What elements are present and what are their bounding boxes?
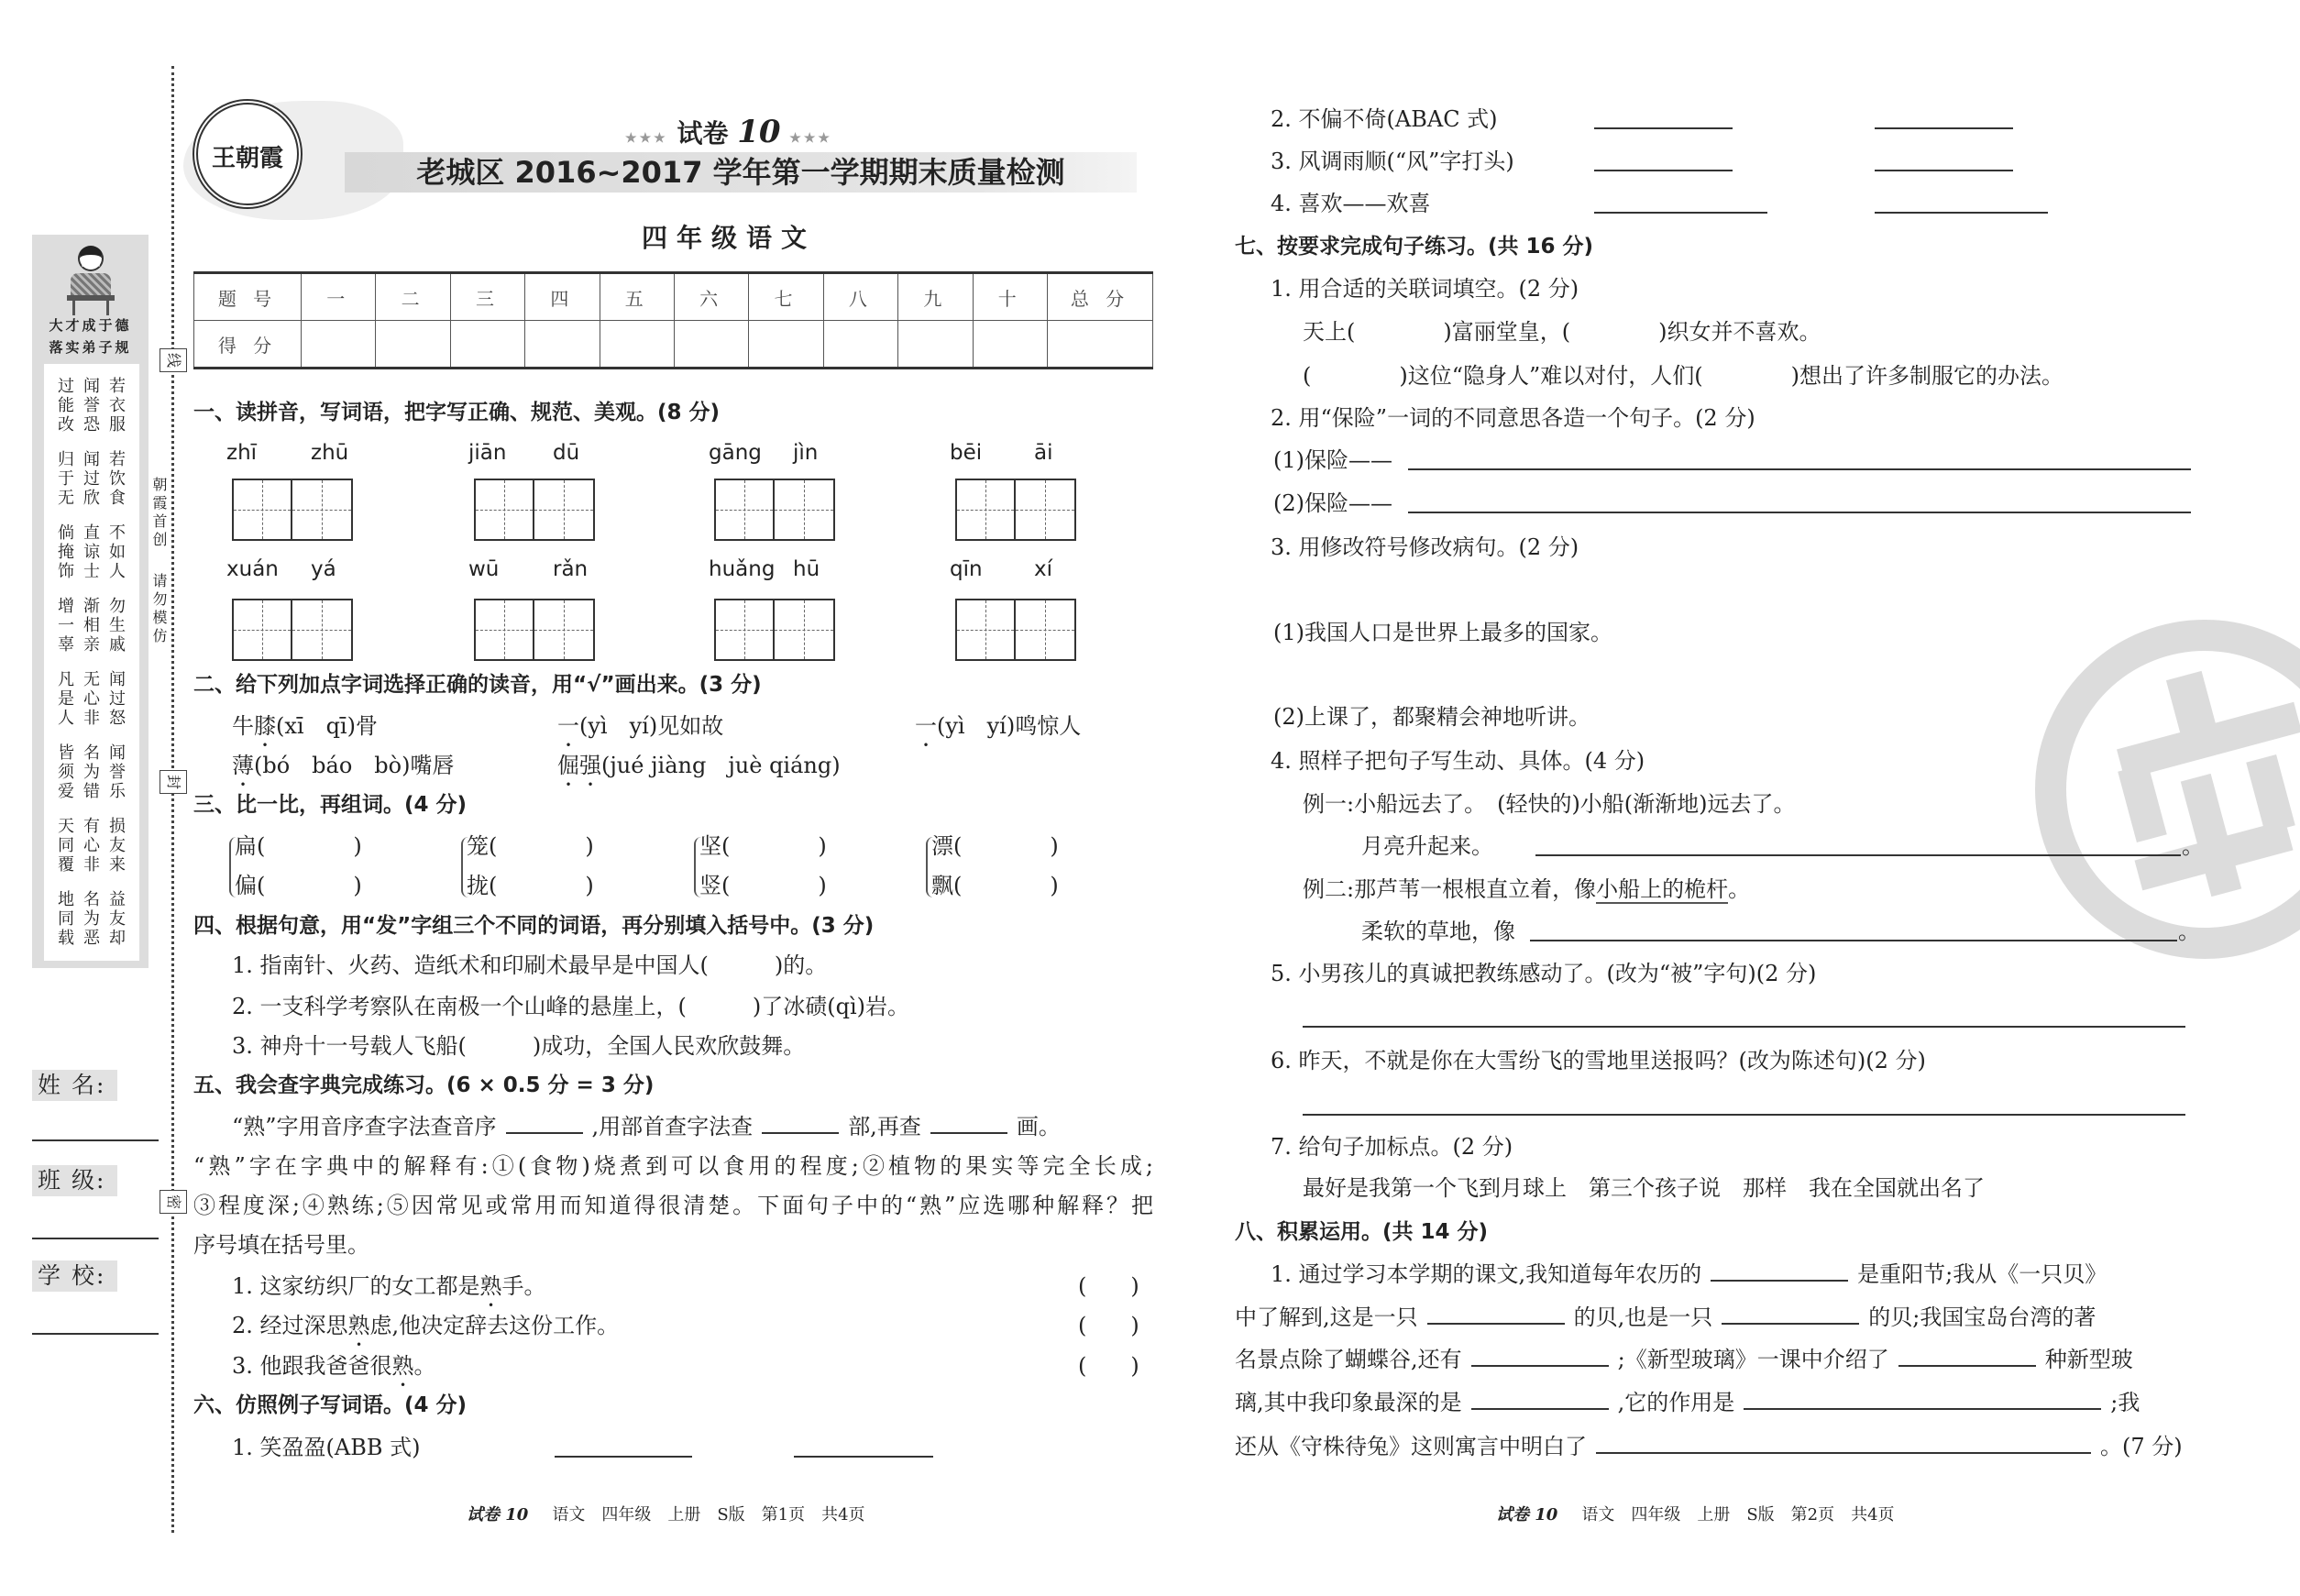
- answer-line[interactable]: [1875, 127, 2013, 129]
- text: 璃,其中我印象最深的是: [1235, 1390, 1462, 1415]
- binding-line: [171, 66, 174, 1533]
- poem-row: 归闻若: [58, 450, 135, 469]
- tianzige-cell[interactable]: [292, 480, 351, 539]
- poem-row: 改恐服: [58, 415, 135, 435]
- score-input-cell[interactable]: [600, 321, 674, 369]
- poem-row: 能誉衣: [58, 396, 135, 415]
- tianzige-cell[interactable]: [775, 480, 833, 539]
- pinyin-options: (yì yí)鸣惊人: [937, 713, 1082, 739]
- pinyin-options: (jué jiàng juè qiáng): [601, 753, 841, 778]
- text: 中了解到,这是一只: [1235, 1304, 1418, 1330]
- text: 名景点除了蝴蝶谷,还有: [1235, 1347, 1462, 1372]
- stars-left-icon: ★★★: [625, 131, 668, 146]
- s8-line-3: [1235, 1346, 2133, 1373]
- answer-line[interactable]: [1408, 512, 2191, 513]
- school-input-line[interactable]: [32, 1333, 159, 1335]
- motto-line-1: 大才成于德: [49, 317, 132, 334]
- answer-blank[interactable]: [1744, 1390, 2101, 1410]
- page-title: 老城区 2016~2017 学年第一学期期末质量检测: [416, 155, 1065, 190]
- pinyin-options: (xī qī)骨: [276, 713, 378, 739]
- poem-row: 辜亲戚: [58, 635, 135, 655]
- score-header-cell: 八: [823, 273, 897, 321]
- pinyin-syllable: xuán: [226, 557, 279, 581]
- score-header-cell: 一: [302, 273, 376, 321]
- answer-line[interactable]: [1530, 940, 2177, 941]
- tianzige-cell[interactable]: [1016, 600, 1074, 659]
- q7-6-prompt: 6. 昨天，不就是你在大雪纷飞的雪地里送报吗？(改为陈述句)(2 分): [1271, 1048, 1926, 1073]
- score-input-cell[interactable]: [973, 321, 1047, 369]
- poem-row: 掩谅如: [58, 543, 135, 562]
- motto-line-2: 落实弟子规: [49, 339, 132, 356]
- tianzige-cell[interactable]: [534, 480, 593, 539]
- s8-line-4: [1235, 1389, 2140, 1416]
- score-header-cell: 三: [450, 273, 524, 321]
- pinyin-syllable: hū: [793, 557, 820, 581]
- q7-4-example-2: [1303, 875, 1750, 903]
- text: 画。: [1016, 1114, 1061, 1139]
- tianzige-box[interactable]: [955, 479, 1076, 541]
- copyright-notice-2: 请勿模仿: [150, 573, 168, 646]
- text: 。: [413, 1353, 436, 1379]
- text: 还从《守株待兔》这则寓言中明白了: [1235, 1434, 1587, 1459]
- tianzige-box[interactable]: [232, 479, 353, 541]
- score-input-cell[interactable]: [302, 321, 376, 369]
- pinyin-syllable: bēi: [950, 441, 983, 465]
- q7-3-sentence-2[interactable]: (2)上课了，都聚精会神地听讲。: [1273, 704, 1590, 730]
- dotted-char: 熟: [347, 1313, 370, 1338]
- period: 。: [2182, 833, 2204, 859]
- dictionary-line-3: ③程度深;④熟练;⑤因常见或常用而知道得很清楚。下面句子中的“熟”应选哪种解释？把: [193, 1193, 1153, 1218]
- score-table-header-row: [194, 273, 1153, 321]
- section-2-heading: 二、给下列加点字词选择正确的读音，用“√”画出来。(3 分): [193, 673, 762, 697]
- poem-row: 地名益: [58, 890, 135, 909]
- answer-line[interactable]: [555, 1456, 692, 1458]
- text: ,用部首查字法查: [591, 1114, 754, 1139]
- compare-word[interactable]: 飘( ): [931, 873, 1059, 898]
- section-3-heading: 三、比一比，再组词。(4 分): [193, 793, 468, 817]
- q7-7-sentence[interactable]: 最好是我第一个飞到月球上 第三个孩子说 那样 我在全国就出名了: [1303, 1175, 1985, 1201]
- answer-blank[interactable]: [762, 1114, 839, 1134]
- reading-item-2[interactable]: [557, 712, 723, 752]
- reading-item-5[interactable]: [557, 752, 841, 791]
- pinyin-syllable: gāng: [709, 441, 762, 465]
- compare-word[interactable]: 笼( ): [467, 833, 594, 859]
- pinyin-syllable: xí: [1034, 557, 1053, 581]
- dotted-char: 一: [915, 713, 937, 739]
- logo-text: 王朝霞: [211, 145, 283, 172]
- poem-row: 无欣食: [58, 489, 135, 508]
- score-row-label: 得 分: [194, 321, 302, 369]
- pinyin-syllable: dū: [553, 441, 580, 465]
- poem-row: 载恶却: [58, 929, 135, 948]
- text: 的贝,也是一只: [1573, 1304, 1713, 1330]
- dotted-char: 倔强: [557, 753, 601, 778]
- answer-blank[interactable]: [1711, 1261, 1848, 1282]
- tianzige-box[interactable]: [474, 599, 595, 661]
- series-number: 10: [737, 114, 781, 150]
- score-header-cell: 七: [749, 273, 823, 321]
- class-input-line[interactable]: [32, 1238, 159, 1239]
- score-header-total: 总 分: [1048, 273, 1153, 321]
- imitate-item-4: 4. 喜欢——欢喜: [1271, 191, 1431, 216]
- answer-blank[interactable]: [1898, 1347, 2036, 1367]
- answer-blank[interactable]: [1471, 1347, 1609, 1367]
- dotted-char: 一: [557, 713, 579, 739]
- s8-line-2: [1235, 1304, 2096, 1331]
- answer-line[interactable]: [1408, 468, 2191, 470]
- compare-word[interactable]: 拢( ): [467, 873, 594, 898]
- pinyin-syllable: zhī: [226, 441, 258, 465]
- section-5-heading: 五、我会查字典完成练习。(6 × 0.5 分 = 3 分): [193, 1073, 655, 1097]
- poem-row: 凡无闻: [58, 670, 135, 689]
- pinyin-syllable: yá: [311, 557, 336, 581]
- stars-right-icon: ★★★: [789, 131, 832, 146]
- pinyin-syllable: huǎng: [709, 557, 776, 581]
- answer-paren-3[interactable]: ( ): [1078, 1353, 1139, 1379]
- reading-item-3[interactable]: [915, 712, 1081, 752]
- dictionary-line-2: “熟”字在字典中的解释有:①(食物)烧煮到可以食用的程度;②植物的果实等完全长成;: [193, 1153, 1153, 1179]
- pinyin-syllable: āi: [1034, 441, 1053, 465]
- answer-blank[interactable]: [1471, 1390, 1609, 1410]
- shu-item-1: [232, 1272, 546, 1312]
- section-6-heading: 六、仿照例子写词语。(4 分): [193, 1393, 468, 1417]
- answer-line[interactable]: [794, 1456, 933, 1458]
- text: 部,再查: [848, 1114, 921, 1139]
- dotted-char: 熟: [479, 1273, 502, 1299]
- tianzige-cell[interactable]: [716, 600, 775, 659]
- answer-line[interactable]: [1594, 127, 1733, 129]
- text: ,它的作用是: [1617, 1390, 1735, 1415]
- poem-row: 皆名闻: [58, 743, 135, 763]
- page-footer-right: [1496, 1504, 1895, 1526]
- q7-3-prompt: 3. 用修改符号修改病句。(2 分): [1271, 534, 1579, 560]
- tianzige-cell[interactable]: [1016, 480, 1074, 539]
- s8-line-1: [1271, 1260, 2107, 1288]
- answer-blank[interactable]: [506, 1114, 583, 1134]
- q7-2-prompt: 2. 用“保险”一词的不同意思各造一个句子。(2 分): [1271, 405, 1755, 431]
- q7-5-prompt: 5. 小男孩儿的真诚把教练感动了。(改为“被”字句)(2 分): [1271, 961, 1817, 986]
- s8-line-5: [1235, 1433, 2183, 1460]
- q7-2-label-2: (2)保险——: [1273, 490, 1392, 516]
- tianzige-cell[interactable]: [234, 480, 292, 539]
- text: 的贝;我国宝岛台湾的著: [1868, 1304, 2096, 1330]
- q7-1-sentence-a[interactable]: 天上( )富丽堂皇，( )织女并不喜欢。: [1303, 319, 1821, 345]
- copyright-notice-1: 朝霞首创: [150, 477, 168, 550]
- footer-info: 语文 四年级 上册 S版 第2页 共4页: [1581, 1505, 1895, 1524]
- score-header-cell: 九: [898, 273, 973, 321]
- answer-line[interactable]: [1594, 212, 1767, 214]
- period: 。: [2178, 919, 2200, 944]
- dizigui-verses: [44, 364, 139, 961]
- score-table: [193, 271, 1153, 369]
- publisher-logo: [193, 99, 303, 209]
- page-footer-left: [467, 1504, 865, 1526]
- poem-row: 增渐勿: [58, 597, 135, 616]
- page-subtitle: 四年级语文: [641, 223, 816, 253]
- text: 手。: [501, 1273, 546, 1299]
- pinyin-options: (bó báo bò)嘴唇: [254, 753, 455, 778]
- imitate-item-1: 1. 笑盈盈(ABB 式): [232, 1435, 421, 1460]
- tianzige-box[interactable]: [232, 599, 353, 661]
- footer-series: 试卷 10: [467, 1505, 529, 1524]
- tianzige-cell[interactable]: [957, 600, 1016, 659]
- compare-word[interactable]: 竖( ): [699, 873, 827, 898]
- tianzige-box[interactable]: [474, 479, 595, 541]
- score-input-cell[interactable]: [376, 321, 450, 369]
- score-header-cell: 五: [600, 273, 674, 321]
- text: 。: [1728, 876, 1751, 902]
- reading-item-4[interactable]: [232, 752, 454, 791]
- text: “熟”字用音序查字法查音序: [232, 1114, 497, 1139]
- tianzige-cell[interactable]: [775, 600, 833, 659]
- text: 是重阳节;我从《一只贝》: [1857, 1261, 2107, 1287]
- answer-line[interactable]: [1303, 1114, 2185, 1116]
- q7-7-prompt: 7. 给句子加标点。(2 分): [1271, 1134, 1513, 1160]
- student-cartoon-icon: [67, 246, 115, 315]
- score-input-cell[interactable]: [749, 321, 823, 369]
- poem-row: 倘直不: [58, 523, 135, 543]
- text: 1. 通过学习本学期的课文,我知道每年农历的: [1271, 1261, 1702, 1287]
- dotted-char: 熟: [391, 1353, 414, 1379]
- text: 例二:那芦苇一根根直立着，像: [1303, 876, 1597, 902]
- score-header-cell: 六: [674, 273, 748, 321]
- score-header-cell: 二: [376, 273, 450, 321]
- shu-item-3: [232, 1352, 436, 1392]
- poem-row: 爱错乐: [58, 782, 135, 801]
- poem-row: 于过饮: [58, 469, 135, 489]
- section-7-heading: 七、按要求完成句子练习。(共 16 分): [1235, 235, 1594, 259]
- sidebar-dizigui: [32, 235, 149, 968]
- fa-item-3[interactable]: 3. 神舟十一号载人飞船( )成功，全国人民欢欣鼓舞。: [232, 1033, 806, 1059]
- class-label: 班 级:: [32, 1165, 117, 1196]
- poem-row: 同为友: [58, 909, 135, 929]
- answer-paren-1[interactable]: ( ): [1078, 1273, 1139, 1299]
- score-header-cell: 四: [525, 273, 600, 321]
- tianzige-box[interactable]: [955, 599, 1076, 661]
- compare-word[interactable]: 扁( ): [235, 833, 362, 859]
- poem-row: 覆非来: [58, 855, 135, 875]
- answer-line[interactable]: [1594, 170, 1733, 171]
- answer-line[interactable]: [1875, 212, 2048, 214]
- pinyin-syllable: jìn: [793, 441, 819, 465]
- score-header-cell: 十: [973, 273, 1047, 321]
- text: ;《新型玻璃》一课中介绍了: [1617, 1347, 1889, 1372]
- pinyin-syllable: wū: [468, 557, 500, 581]
- tianzige-cell[interactable]: [957, 480, 1016, 539]
- underlined-phrase: 小船上的桅杆: [1596, 876, 1729, 902]
- poem-row: 一相生: [58, 616, 135, 635]
- tianzige-cell[interactable]: [292, 600, 351, 659]
- fa-item-1[interactable]: 1. 指南针、火药、造纸术和印刷术最早是中国人( )的。: [232, 952, 828, 978]
- poem-row: 饰士人: [58, 562, 135, 581]
- text: 牛: [232, 713, 254, 739]
- dictionary-line-4: 序号填在括号里。: [193, 1232, 369, 1258]
- binding-mark-xian: 线: [160, 348, 187, 372]
- binding-mark-feng: 封: [160, 770, 187, 794]
- section-4-heading: 四、根据句意，用“发”字组三个不同的词语，再分别填入括号中。(3 分): [193, 914, 875, 938]
- dictionary-line-1: [232, 1113, 1061, 1140]
- text: 种新型玻: [2044, 1347, 2133, 1372]
- tianzige-box[interactable]: [714, 599, 835, 661]
- name-label: 姓 名:: [32, 1070, 117, 1101]
- compare-word[interactable]: 偏( ): [235, 873, 362, 898]
- answer-paren-2[interactable]: ( ): [1078, 1313, 1139, 1338]
- q7-3-sentence-1[interactable]: (1)我国人口是世界上最多的国家。: [1273, 620, 1612, 645]
- answer-line[interactable]: [1535, 854, 2181, 856]
- pinyin-syllable: qīn: [950, 557, 983, 581]
- fa-item-2[interactable]: 2. 一支科学考察队在南极一个山峰的悬崖上，( )了冰碛(qì)岩。: [232, 994, 910, 1019]
- answer-blank[interactable]: [1722, 1304, 1859, 1325]
- score-table-score-row: [194, 321, 1153, 369]
- exam-series: [550, 114, 908, 150]
- reading-item-1[interactable]: [232, 712, 378, 752]
- dotted-char: 薄: [232, 753, 254, 778]
- answer-blank[interactable]: [1596, 1434, 2091, 1454]
- text: 1. 这家纺织厂的女工都是: [232, 1273, 480, 1299]
- name-input-line[interactable]: [32, 1139, 159, 1141]
- pinyin-syllable: rǎn: [553, 557, 589, 581]
- q7-2-label-1: (1)保险——: [1273, 447, 1392, 473]
- poem-row: 须为誉: [58, 763, 135, 782]
- text: 虑,他决定辞去这份工作。: [369, 1313, 620, 1338]
- tianzige-cell[interactable]: [716, 480, 775, 539]
- tianzige-box[interactable]: [714, 479, 835, 541]
- compare-word[interactable]: 漂( ): [931, 833, 1059, 859]
- school-label: 学 校:: [32, 1260, 117, 1292]
- tianzige-cell[interactable]: [476, 600, 534, 659]
- text: 2. 经过深思: [232, 1313, 348, 1338]
- answer-line[interactable]: [1875, 170, 2013, 171]
- watermark-glyph-icon: [2117, 671, 2300, 897]
- poem-row: 是心过: [58, 689, 135, 709]
- poem-row: 同心友: [58, 836, 135, 855]
- score-input-cell[interactable]: [674, 321, 748, 369]
- pinyin-syllable: jiān: [468, 441, 507, 465]
- pinyin-syllable: zhū: [311, 441, 349, 465]
- q7-4-example-1: 例一:小船远去了。 (轻快的)小船(渐渐地)远去了。: [1303, 791, 1796, 817]
- score-input-cell[interactable]: [525, 321, 600, 369]
- text: ;我: [2110, 1390, 2140, 1415]
- section-1-heading: 一、读拼音，写词语，把字写正确、规范、美观。(8 分): [193, 401, 721, 424]
- compare-word[interactable]: 坚( ): [699, 833, 827, 859]
- poem-row: 人非怒: [58, 709, 135, 728]
- shu-item-2: [232, 1312, 619, 1351]
- score-header-label: 题 号: [194, 273, 302, 321]
- tianzige-cell[interactable]: [534, 600, 593, 659]
- poem-row: 天有损: [58, 817, 135, 836]
- text: 。(7 分): [2100, 1434, 2183, 1459]
- q7-1-sentence-b[interactable]: ( )这位“隐身人”难以对付，人们( )想出了许多制服它的办法。: [1303, 363, 2063, 389]
- q7-1-prompt: 1. 用合适的关联词填空。(2 分): [1271, 276, 1579, 302]
- imitate-item-2: 2. 不偏不倚(ABAC 式): [1271, 106, 1498, 132]
- q7-4-sentence-b: 柔软的草地，像: [1361, 919, 1515, 944]
- dotted-char: 膝: [254, 713, 276, 739]
- score-input-cell[interactable]: [1048, 321, 1153, 369]
- tianzige-cell[interactable]: [234, 600, 292, 659]
- footer-info: 语文 四年级 上册 S版 第1页 共4页: [552, 1505, 865, 1524]
- footer-series: 试卷 10: [1496, 1505, 1558, 1524]
- answer-blank[interactable]: [930, 1114, 1007, 1134]
- answer-blank[interactable]: [1427, 1304, 1565, 1325]
- q7-4-prompt: 4. 照样子把句子写生动、具体。(4 分): [1271, 748, 1645, 774]
- imitate-item-3: 3. 风调雨顺(“风”字打头): [1271, 149, 1514, 174]
- series-label: 试卷: [677, 118, 729, 149]
- pinyin-options: (yì yí)见如故: [579, 713, 724, 739]
- text: 3. 他跟我爸爸很: [232, 1353, 392, 1379]
- section-8-heading: 八、积累运用。(共 14 分): [1235, 1220, 1489, 1244]
- confidential-watermark: [2035, 620, 2300, 959]
- tianzige-cell[interactable]: [476, 480, 534, 539]
- poem-row: 过闻若: [58, 377, 135, 396]
- score-input-cell[interactable]: [823, 321, 897, 369]
- q7-4-sentence-a: 月亮升起来。: [1361, 833, 1493, 859]
- score-input-cell[interactable]: [898, 321, 973, 369]
- binding-mark-mi: 密: [160, 1190, 187, 1214]
- answer-line[interactable]: [1303, 1026, 2185, 1028]
- score-input-cell[interactable]: [450, 321, 524, 369]
